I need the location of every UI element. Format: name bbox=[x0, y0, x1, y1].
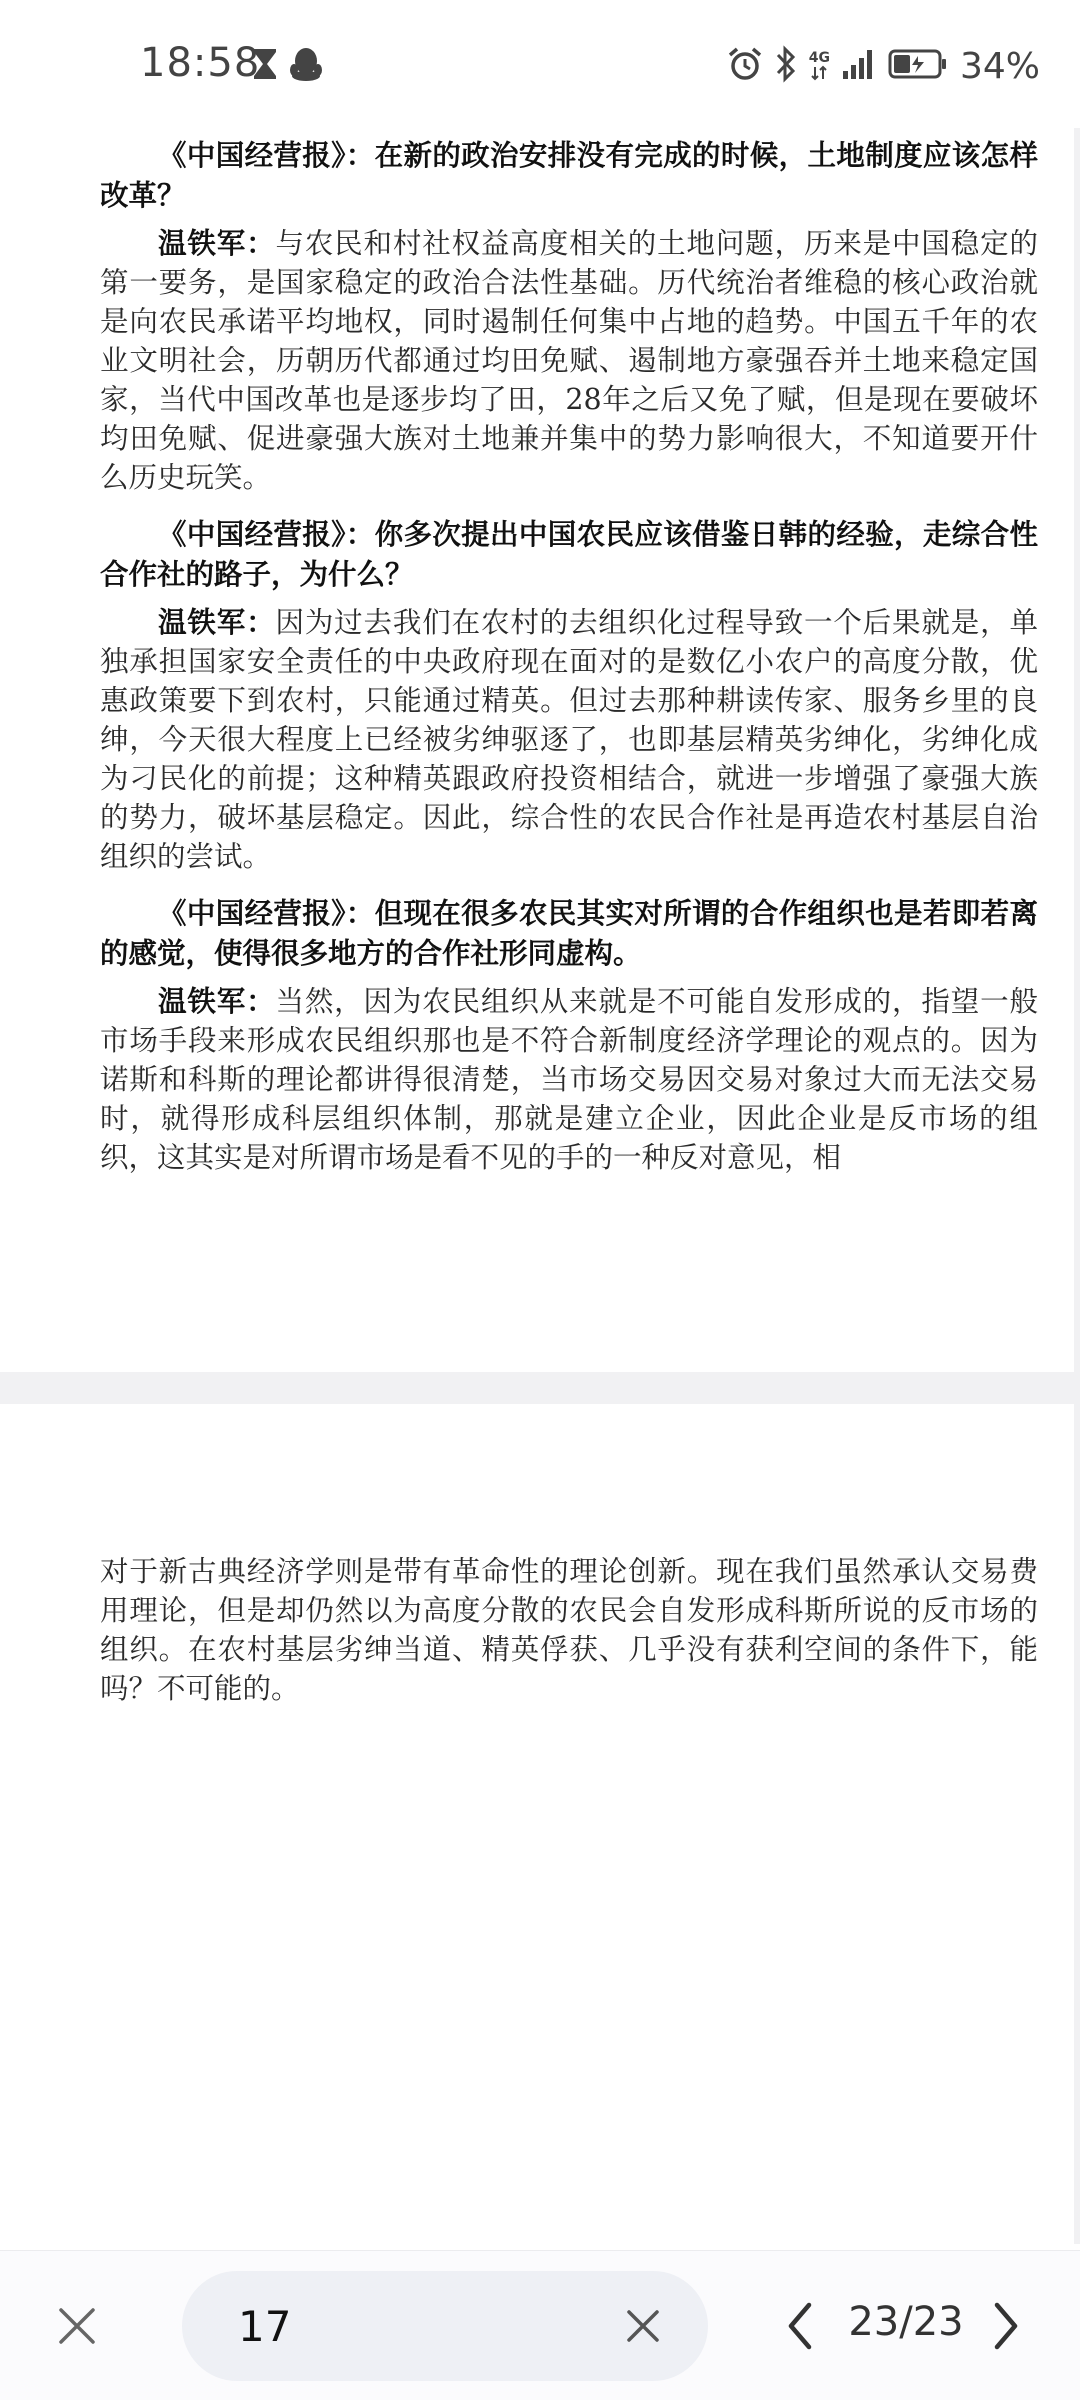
battery-icon bbox=[888, 48, 948, 84]
close-find-button[interactable] bbox=[52, 2301, 102, 2351]
next-result-button[interactable] bbox=[982, 2296, 1030, 2356]
counter-separator: / bbox=[899, 2299, 913, 2345]
answer-text: 因为过去我们在农村的去组织化过程导致一个后果就是，单独承担国家安全责任的中央政府现在面对的是数亿小农户的高度分散，优惠政策要下到农村，只能通过精英。但过去那种耕读传家、服务乡里的良绅，今天很大程度上已经被劣绅驱逐了，也即基层精英劣绅化，劣绅化成为刁民化的前提；这种精英跟政府投资相结合，就进一步增强了豪强大族的势力，破坏基层稳定。因此，综合性的农民合作社是再造农村基层自治组织的尝试。 bbox=[100, 606, 1038, 873]
interview-answer-1 bbox=[100, 224, 1038, 497]
bluetooth-icon bbox=[775, 45, 797, 87]
find-input[interactable] bbox=[238, 2293, 598, 2359]
speaker-label: 温铁军： bbox=[158, 227, 276, 260]
status-left-icons bbox=[252, 44, 322, 88]
page-separator bbox=[0, 1372, 1074, 1404]
alarm-icon bbox=[727, 46, 763, 86]
clear-icon bbox=[625, 2308, 661, 2344]
document-page-1[interactable] bbox=[0, 96, 1074, 1372]
find-field[interactable] bbox=[182, 2271, 708, 2381]
chevron-left-icon bbox=[785, 2301, 815, 2351]
current-page: 23 bbox=[848, 2299, 900, 2345]
scroll-track bbox=[1074, 96, 1080, 2244]
page-2-content bbox=[100, 1552, 1038, 1708]
document-page-2[interactable] bbox=[0, 1404, 1074, 2244]
clear-query-button[interactable] bbox=[618, 2301, 668, 2351]
status-time: 18:58 bbox=[140, 40, 261, 86]
close-icon bbox=[57, 2306, 97, 2346]
speaker-label: 温铁军： bbox=[158, 985, 276, 1018]
battery-percent: 34% bbox=[959, 45, 1040, 87]
answer-text: 当然，因为农民组织从来就是不可能自发形成的，指望一般市场手段来形成农民组织那也是不符合新制度经济学理论的观点的。因为诺斯和科斯的理论都讲得很清楚，当市场交易因交易对象过大而无法交易时，就得形成科层组织体制，那就是建立企业，因此企业是反市场的组织，这其实是对所谓市场是看不见的手的一种反对意见，相 bbox=[100, 985, 1038, 1174]
interview-question-3: 《中国经营报》：但现在很多农民其实对所谓的合作组织也是若即若离的感觉，使得很多地方的合作社形同虚构。 bbox=[100, 897, 1038, 970]
interview-question-1: 《中国经营报》：在新的政治安排没有完成的时候，土地制度应该怎样改革？ bbox=[100, 139, 1038, 212]
signal-icon bbox=[842, 47, 876, 85]
qq-penguin-icon bbox=[290, 46, 322, 86]
answer-text: 与农民和村社权益高度相关的土地问题，历来是中国稳定的第一要务，是国家稳定的政治合法性基础。历代统治者维稳的核心政治就是向农民承诺平均地权，同时遏制任何集中占地的趋势。中国五千年的农业文明社会，历朝历代都通过均田免赋、遏制地方豪强吞并土地来稳定国家，当代中国改革也是逐步均了田，28年之后又免了赋，但是现在要破坏均田免赋、促进豪强大族对土地兼并集中的势力影响很大，不知道要开什么历史玩笑。 bbox=[100, 227, 1038, 494]
find-bar bbox=[0, 2250, 1080, 2400]
hourglass-icon bbox=[252, 47, 278, 85]
page-1-content bbox=[100, 96, 1038, 1189]
network-type: 4G bbox=[809, 51, 830, 81]
result-counter bbox=[836, 2299, 976, 2345]
interview-answer-3 bbox=[100, 982, 1038, 1177]
status-bar bbox=[0, 0, 1080, 128]
previous-result-button[interactable] bbox=[776, 2296, 824, 2356]
chevron-right-icon bbox=[991, 2301, 1021, 2351]
continued-paragraph: 对于新古典经济学则是带有革命性的理论创新。现在我们虽然承认交易费用理论，但是却仍然以为高度分散的农民会自发形成科斯所说的反市场的组织。在农村基层劣绅当道、精英俘获、几乎没有获利空间的条件下，能吗？不可能的。 bbox=[100, 1555, 1038, 1705]
total-pages: 23 bbox=[912, 2299, 964, 2345]
interview-question-2: 《中国经营报》：你多次提出中国农民应该借鉴日韩的经验，走综合性合作社的路子，为什么？ bbox=[100, 518, 1038, 591]
interview-answer-2 bbox=[100, 603, 1038, 876]
speaker-label: 温铁军： bbox=[158, 606, 276, 639]
status-right-group bbox=[727, 44, 1040, 88]
